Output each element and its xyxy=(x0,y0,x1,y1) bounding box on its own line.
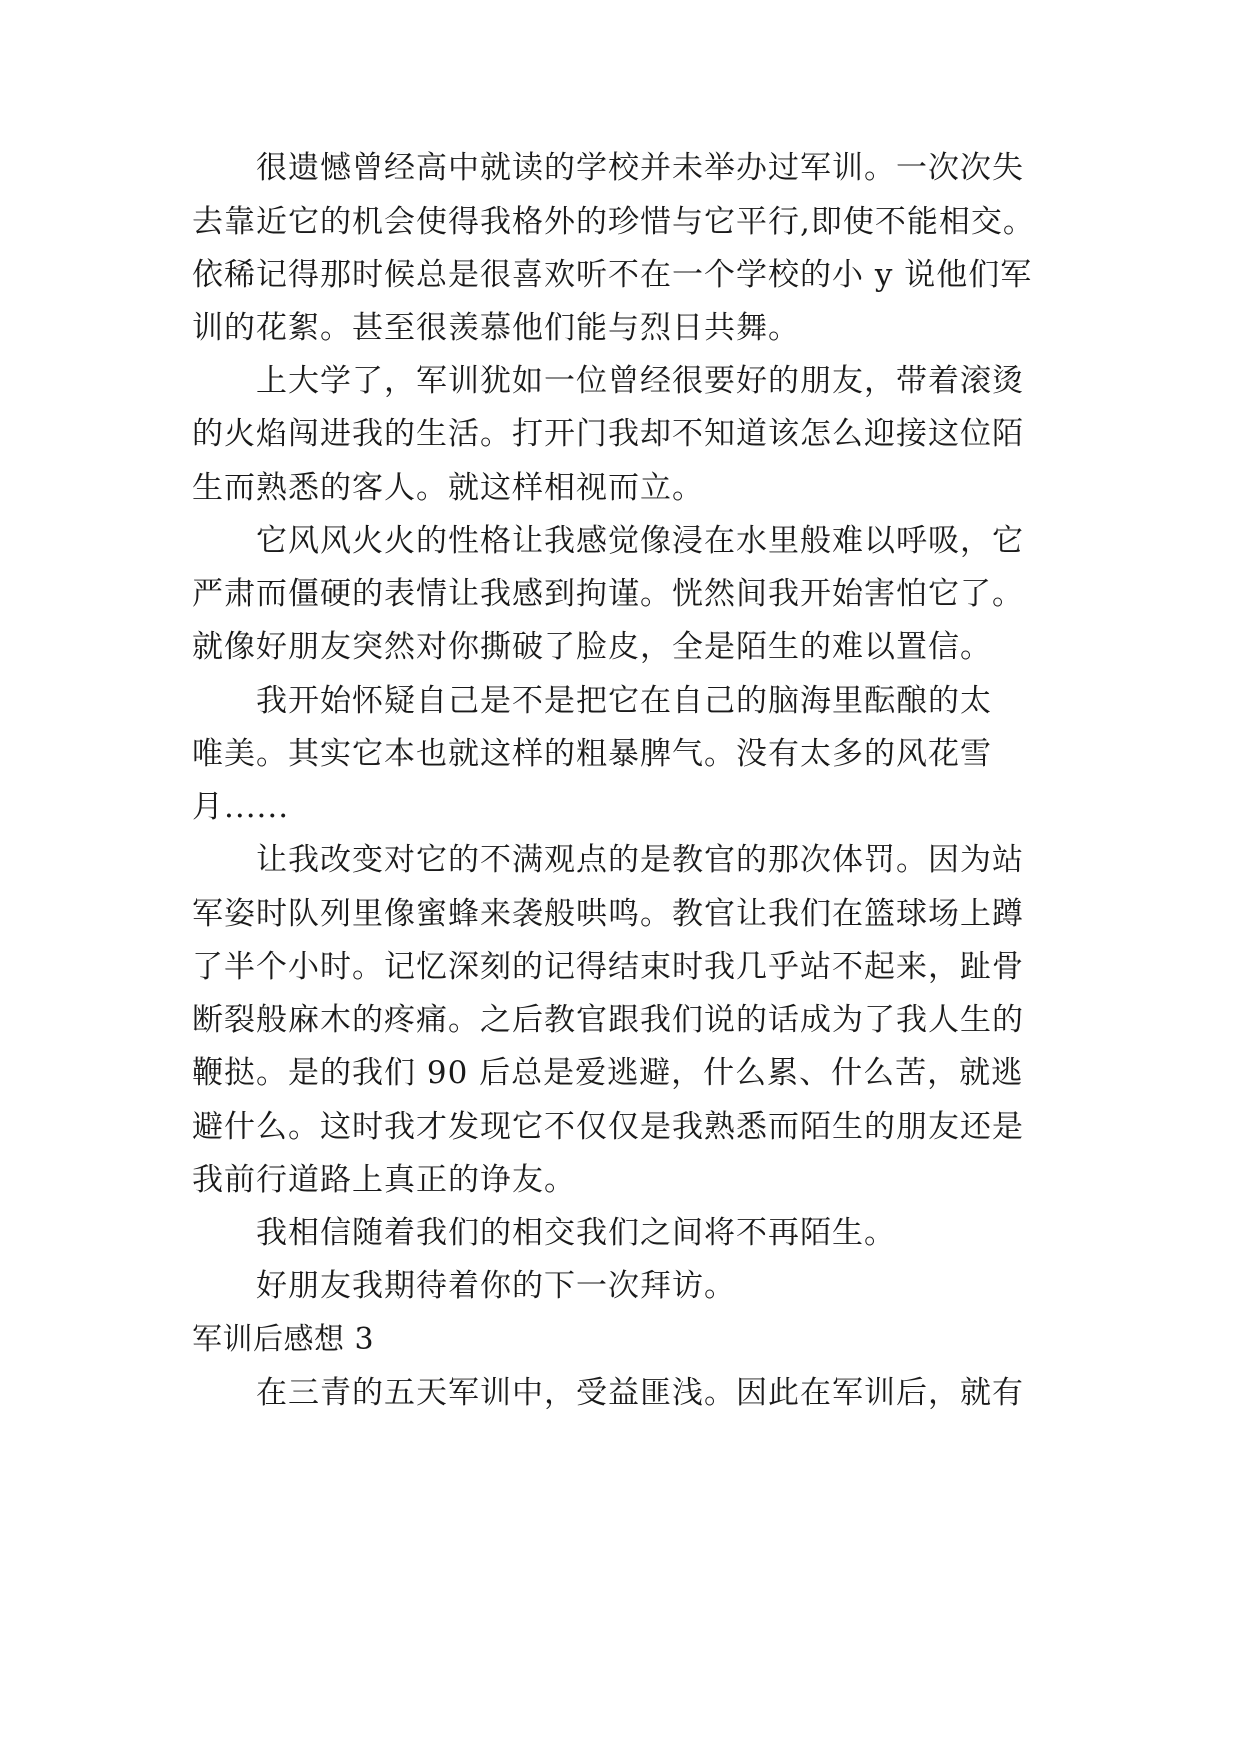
text-line: 在三青的五天军训中，受益匪浅。因此在军训后，就有 xyxy=(256,1375,1024,1411)
text-line: 训的花絮。甚至很羡慕他们能与烈日共舞。 xyxy=(192,310,800,346)
text-line: 军姿时队列里像蜜蜂来袭般哄鸣。教官让我们在篮球场上蹲 xyxy=(192,896,1024,932)
text-line: 依稀记得那时候总是很喜欢听不在一个学校的小 y 说他们军 xyxy=(192,257,1033,293)
text-line: 断裂般麻木的疼痛。之后教官跟我们说的话成为了我人生的 xyxy=(192,1002,1024,1038)
text-line: 我前行道路上真正的诤友。 xyxy=(192,1162,576,1198)
text-line: 严肃而僵硬的表情让我感到拘谨。恍然间我开始害怕它了。 xyxy=(192,576,1024,612)
text-line: 鞭挞。是的我们 90 后总是爱逃避，什么累、什么苦，就逃 xyxy=(192,1055,1024,1091)
text-line: 去靠近它的机会使得我格外的珍惜与它平行,即使不能相交。 xyxy=(192,204,1035,240)
text-line: 的火焰闯进我的生活。打开门我却不知道该怎么迎接这位陌 xyxy=(192,416,1024,452)
text-line: 避什么。这时我才发现它不仅仅是我熟悉而陌生的朋友还是 xyxy=(192,1109,1024,1145)
text-line: 我开始怀疑自己是不是把它在自己的脑海里酝酿的太 xyxy=(256,683,992,719)
text-line: 让我改变对它的不满观点的是教官的那次体罚。因为站 xyxy=(256,842,1024,878)
text-line: 很遗憾曾经高中就读的学校并未举办过军训。一次次失 xyxy=(256,150,1024,186)
text-line: 它风风火火的性格让我感觉像浸在水里般难以呼吸，它 xyxy=(256,523,1024,559)
text-line: 上大学了，军训犹如一位曾经很要好的朋友，带着滚烫 xyxy=(256,363,1024,399)
text-line: 了半个小时。记忆深刻的记得结束时我几乎站不起来，趾骨 xyxy=(192,949,1024,985)
text-line: 生而熟悉的客人。就这样相视而立。 xyxy=(192,470,704,506)
text-line: 唯美。其实它本也就这样的粗暴脾气。没有太多的风花雪 xyxy=(192,736,992,772)
section-heading: 军训后感想 3 xyxy=(192,1322,375,1357)
text-line: 我相信随着我们的相交我们之间将不再陌生。 xyxy=(256,1215,896,1251)
text-line: 就像好朋友突然对你撕破了脸皮，全是陌生的难以置信。 xyxy=(192,629,992,665)
text-line: 好朋友我期待着你的下一次拜访。 xyxy=(256,1268,736,1304)
text-line: 月...... xyxy=(192,789,290,825)
